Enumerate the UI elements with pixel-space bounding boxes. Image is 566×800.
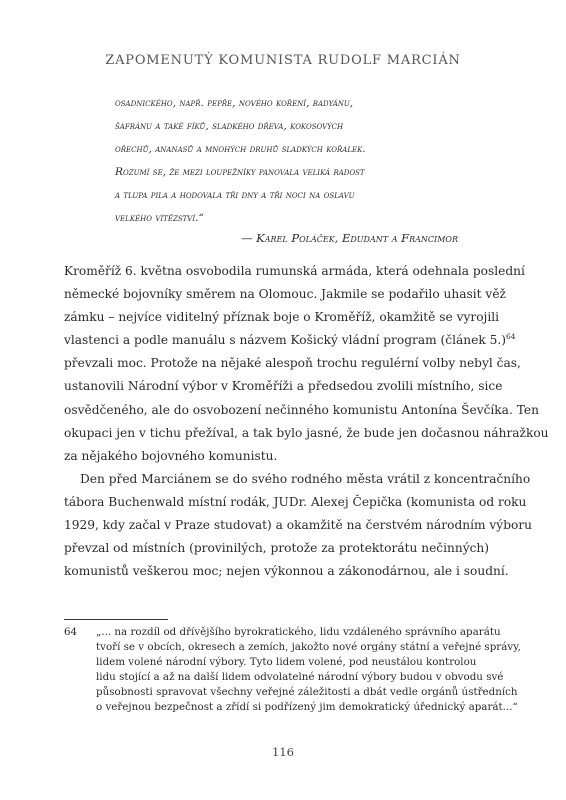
epigraph-line: ořechů, ananasů a mnohých druhů sladkých kořalek. bbox=[115, 143, 366, 155]
paragraph-line: německé bojovníky směrem na Olomouc. Jakmile se podařilo uhasit věž bbox=[64, 287, 506, 302]
paragraph-line: převzali moc. Protože na nějaké alespoň trochu regulérní volby nebyl čas, bbox=[64, 356, 521, 371]
paragraph-line-text: vlastenci a podle manuálu s názvem Košický vládní program (článek 5.) bbox=[64, 333, 506, 348]
epigraph-line: Rozumí se, že mezi loupežníky panovala veliká radost bbox=[115, 166, 365, 178]
paragraph-line: 1929, kdy začal v Praze studovat) a okamžitě na čerstvém národním výboru bbox=[64, 518, 533, 533]
page-number: 116 bbox=[272, 745, 294, 759]
epigraph-line: osadnického, např. pepře, nového koření, badyánu, bbox=[115, 97, 354, 109]
paragraph-line: Den před Marciánem se do svého rodného města vrátil z koncentračního bbox=[80, 471, 531, 486]
footnote-line: lidu stojící a až na další lidem odvolatelné národní výbory budou v obvodu své bbox=[96, 671, 504, 683]
paragraph-line: ustanovili Národní výbor v Kroměříži a předsedou zvolili místního, sice bbox=[64, 379, 503, 394]
epigraph-attribution bbox=[241, 231, 458, 245]
paragraph-line: Kroměříž 6. května osvobodila rumunská armáda, která odehnala poslední bbox=[64, 264, 525, 278]
paragraph-line: okupaci jen v tichu přežíval, a tak bylo jasné, že bude jen dočasnou náhražkou bbox=[64, 425, 549, 440]
footnote-reference[interactable]: 64 bbox=[505, 332, 516, 342]
paragraph-line: zámku – nejvíce viditelný příznak boje o Kroměříž, okamžitě se vyrojili bbox=[64, 310, 500, 325]
running-head: ZAPOMENUTÝ KOMUNISTA RUDOLF MARCIÁN bbox=[105, 53, 461, 68]
footnote-line: tvoří se v obcích, okresech a zemích, jakožto nové orgány státní a veřejné správy, bbox=[96, 641, 521, 653]
attribution-author: Karel Poláček, bbox=[256, 231, 339, 245]
paragraph-line: převzal od místních (provinilých, protože za protektorátu nečinných) bbox=[64, 541, 490, 556]
paragraph-line: za nějakého bojovného komunistu. bbox=[64, 448, 278, 463]
main-text bbox=[64, 260, 549, 583]
attribution-dash: — bbox=[240, 231, 253, 245]
epigraph bbox=[115, 92, 455, 230]
epigraph-line: šafránu a také fíků, sladkého dřeva, kokosových bbox=[115, 120, 344, 132]
paragraph-line: tábora Buchenwald místní rodák, JUDr. Alexej Čepička (komunista od roku bbox=[64, 494, 527, 509]
paragraph-line: komunistů veškerou moc; nejen výkonnou a zákonodárnou, ale i soudní. bbox=[64, 564, 509, 579]
attribution-work: Edudant a Francimor bbox=[341, 231, 458, 245]
epigraph-line: velkého vítězství.“ bbox=[115, 212, 204, 224]
paragraph-line bbox=[64, 329, 514, 352]
footnote-number: 64 bbox=[64, 626, 78, 638]
epigraph-line: a tlupa pila a hodovala tři dny a tři noci na oslavu bbox=[115, 189, 355, 201]
footnote-separator bbox=[64, 619, 168, 620]
footnote-line: „... na rozdíl od dřívějšího byrokratického, lidu vzdáleného správního aparátu bbox=[96, 626, 501, 638]
paragraph-line: osvědčeného, ale do osvobození nečinného komunistu Antonína Ševčíka. Ten bbox=[64, 402, 539, 417]
footnote-line: působnosti spravovat všechny veřejné záležitosti a dbát vedle orgánů ústředních bbox=[96, 686, 518, 698]
footnote-line: o veřejnou bezpečnost a zřídí si podřízený jim demokratický úřednický aparát...“ bbox=[96, 701, 518, 713]
footnote-text bbox=[96, 625, 521, 715]
footnote-line: lidem volené národní výbory. Tyto lidem volené, pod neustálou kontrolou bbox=[96, 656, 477, 668]
